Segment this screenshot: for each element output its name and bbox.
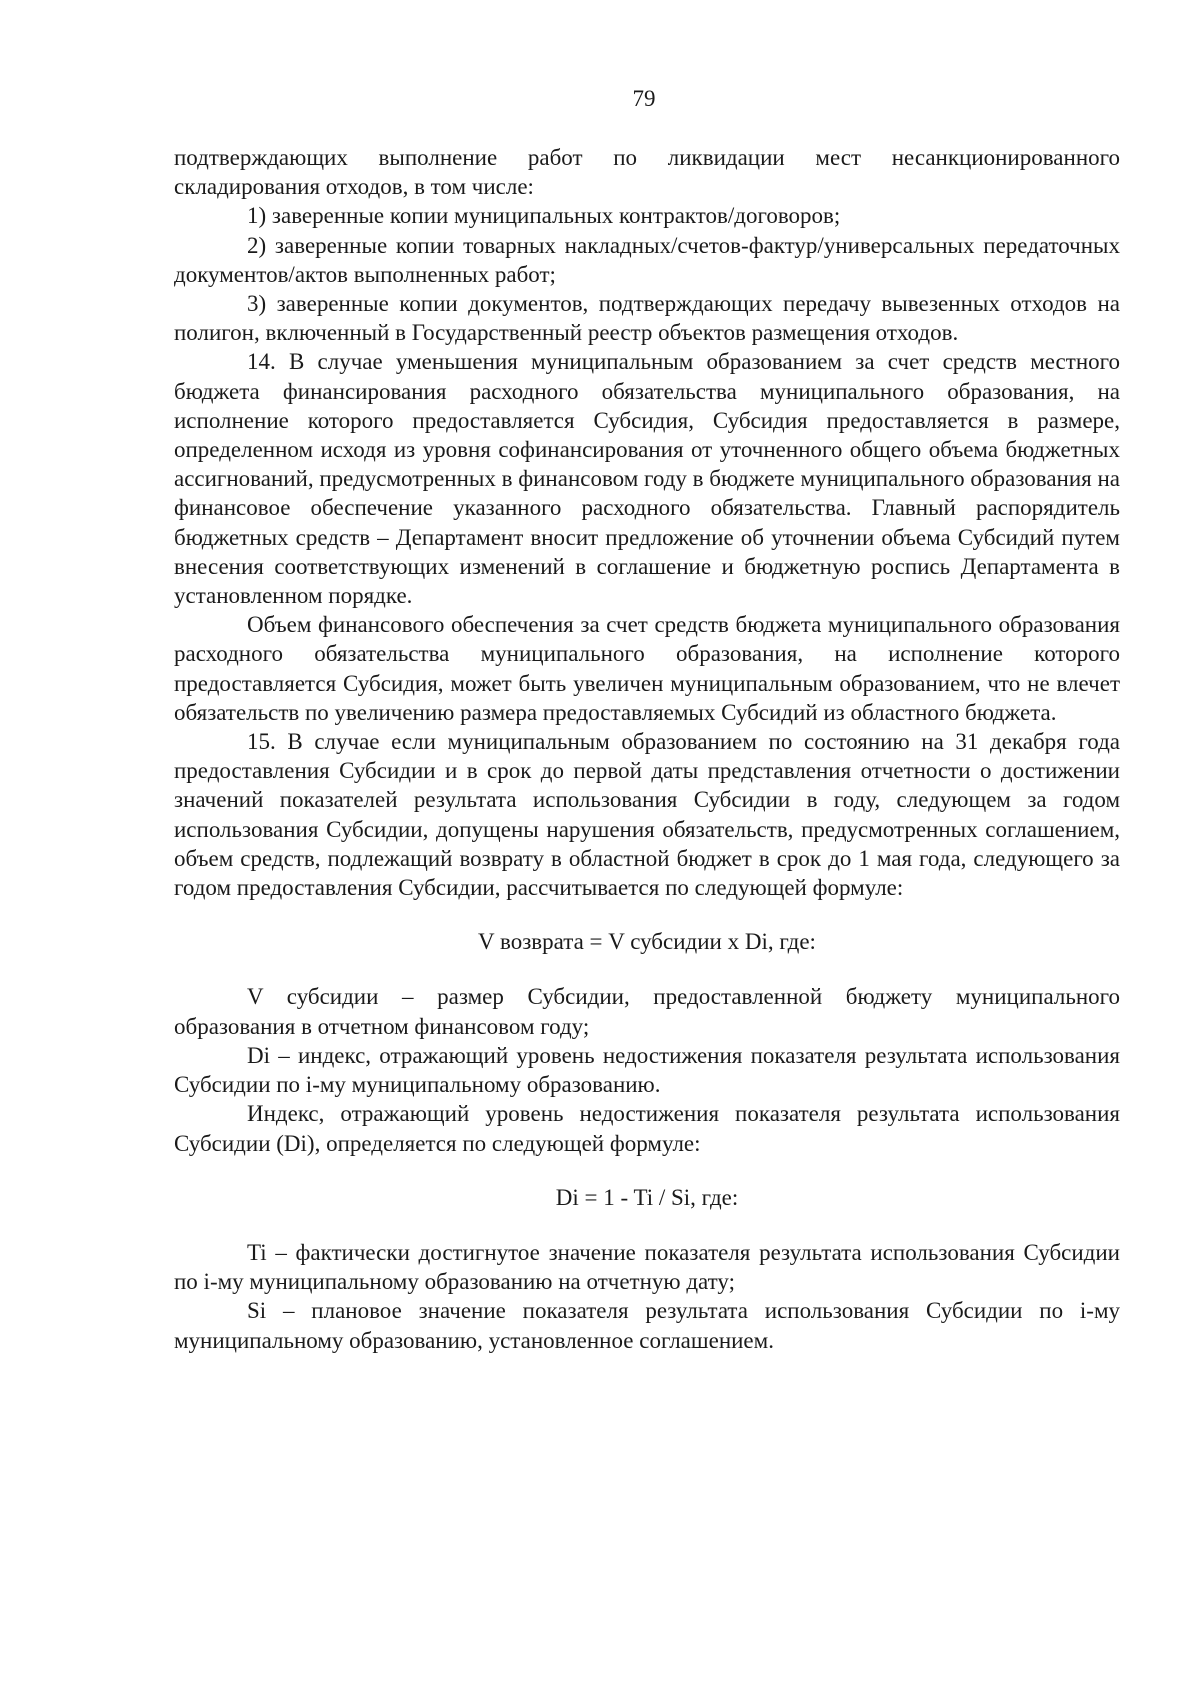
page-number: 79 xyxy=(632,86,656,111)
list-item-3: 3) заверенные копии документов, подтверждающих передачу вывезенных отходов на полигон, включенный в Государственный реестр объектов размещения отходов. xyxy=(174,291,1120,346)
paragraph-index-intro: Индекс, отражающий уровень недостижения показателя результата использования Субсидии (Di), определяется по следующей формуле: xyxy=(174,1101,1120,1156)
formula-index: Di = 1 - Ti / Si, где: xyxy=(555,1184,739,1210)
list-item-2: 2) заверенные копии товарных накладных/счетов-фактур/универсальных передаточных документов/актов выполненных работ; xyxy=(174,232,1120,287)
clause-15: 15. В случае если муниципальным образованием по состоянию на 31 декабря года предоставления Субсидии и в срок до первой даты представления отчетности о достижении значений показателей результата использования Субсидии в году, следующем за годом использования Субсидии, допущены нарушения обязательств, предусмотренных соглашением, объем средств, подлежащий возврату в областной бюджет в срок до 1 мая года, следующего за годом предоставления Субсидии, рассчитывается по следующей формуле: xyxy=(174,729,1120,901)
paragraph-continuation: подтверждающих выполнение работ по ликвидации мест несанкционированного складирования отходов, в том числе: xyxy=(174,145,1120,200)
definition-v-subsidy: V субсидии – размер Субсидии, предоставленной бюджету муниципального образования в отчетном финансовом году; xyxy=(174,984,1120,1039)
definition-ti: Ti – фактически достигнутое значение показателя результата использования Субсидии по i-му муниципальному образованию на отчетную дату; xyxy=(174,1239,1120,1295)
clause-14: 14. В случае уменьшения муниципальным образованием за счет средств местного бюджета финансирования расходного обязательства муниципального образования, на исполнение которого предоставляется Субсидия, Субсидия предоставляется в размере, определенном исходя из уровня софинансирования от уточненного общего объема бюджетных ассигнований, предусмотренных в финансовом году в бюджете муниципального образования на финансовое обеспечение указанного расходного обязательства. Главный распорядитель бюджетных средств – Департамент вносит предложение об уточнении объема Субсидий путем внесения соответствующих изменений в соглашение и бюджетную роспись Департамента в установленном порядке. xyxy=(174,349,1120,609)
list-item-1: 1) заверенные копии муниципальных контрактов/договоров; xyxy=(247,203,841,229)
definition-si: Si – плановое значение показателя результата использования Субсидии по i-му муниципальному образованию, установленное соглашением. xyxy=(174,1298,1120,1353)
paragraph-financing-volume: Объем финансового обеспечения за счет средств бюджета муниципального образования расходного обязательства муниципального образования, на исполнение которого предоставляется Субсидия, может быть увеличен муниципальным образованием, что не влечет обязательств по увеличению размера предоставляемых Субсидий из областного бюджета. xyxy=(174,612,1120,725)
definition-di: Di – индекс, отражающий уровень недостижения показателя результата использования Субсидии по i-му муниципальному образованию. xyxy=(174,1042,1120,1098)
document-body xyxy=(174,143,1120,1355)
formula-refund: V возврата = V субсидии x Di, где: xyxy=(478,929,816,955)
